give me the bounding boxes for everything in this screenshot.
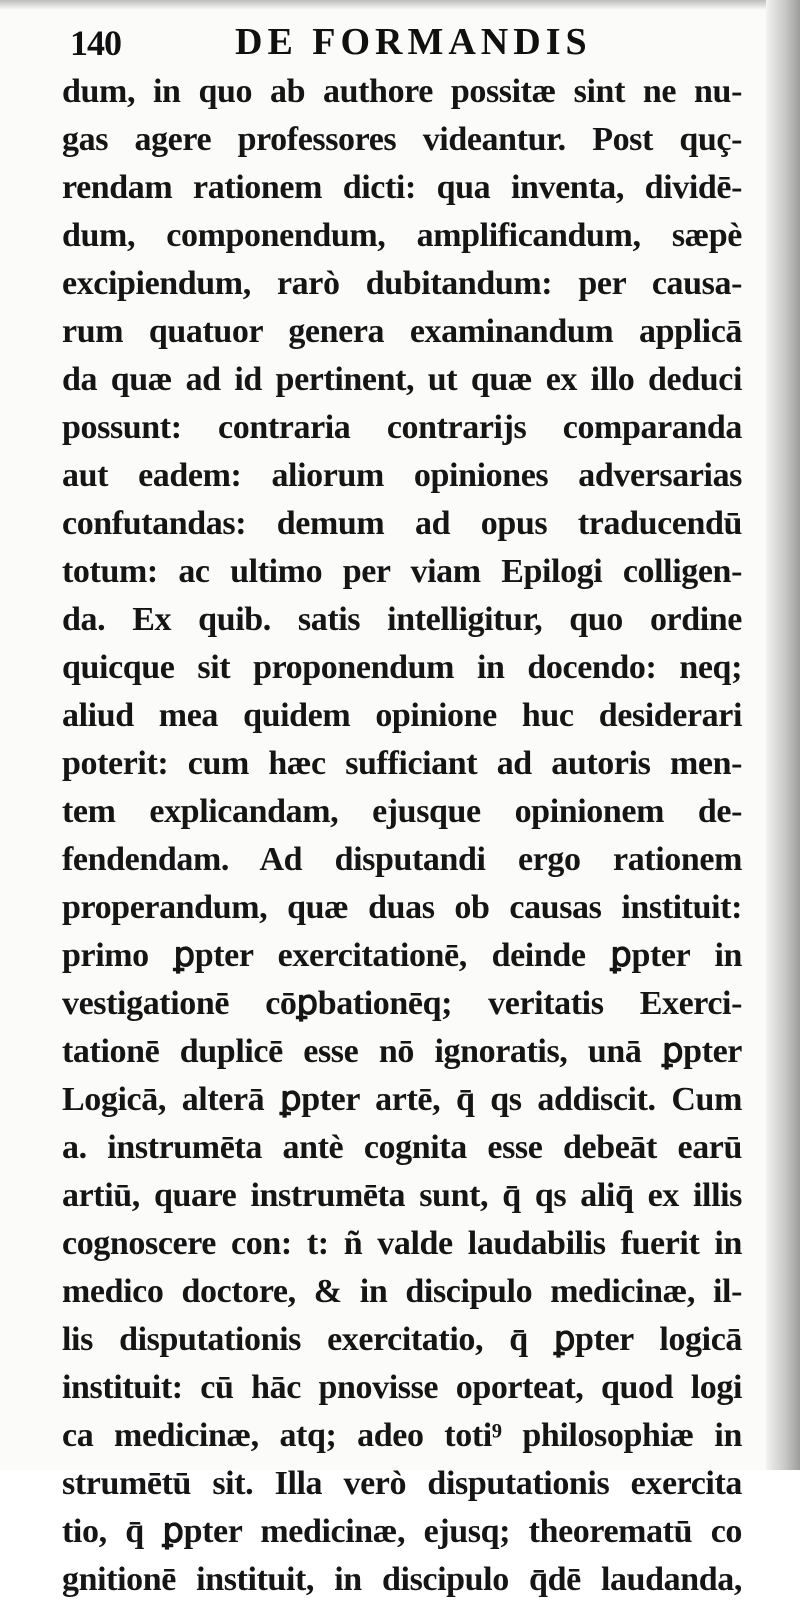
text-line: lis disputationis exercitatio, q̄ ꝑpter logicā bbox=[62, 1321, 742, 1358]
text-line: tationē duplicē esse nō ignoratis, unā ꝑpter bbox=[62, 1033, 742, 1070]
text-line: instituit: cū hāc pnovisse oporteat, quod logi bbox=[62, 1369, 742, 1406]
text-line: primo ꝑpter exercitationē, deinde ꝑpter in bbox=[62, 937, 742, 974]
page-header bbox=[70, 18, 690, 63]
text-line: properandum, quæ duas ob causas instituit: bbox=[62, 889, 742, 926]
text-line: Logicā, alterā ꝑpter artē, q̄ qs addiscit. Cum bbox=[62, 1081, 742, 1118]
text-line: gnitionē instituit, in discipulo q̄dē laudanda, bbox=[62, 1561, 742, 1598]
text-line: dum, componendum, amplificandum, sæpè bbox=[62, 217, 742, 254]
text-line: poterit: cum hæc sufficiant ad autoris men- bbox=[62, 745, 742, 782]
text-line: artiū, quare instrumēta sunt, q̄ qs aliq̄ ex illis bbox=[62, 1177, 742, 1214]
text-line: da. Ex quib. satis intelligitur, quo ordine bbox=[62, 601, 742, 638]
text-line: da quæ ad id pertinent, ut quæ ex illo deduci bbox=[62, 361, 742, 398]
page-number: 140 bbox=[70, 23, 121, 63]
text-line: totum: ac ultimo per viam Epilogi colligen- bbox=[62, 553, 742, 590]
text-line: excipiendum, rarò dubitandum: per causa- bbox=[62, 265, 742, 302]
text-line: aliud mea quidem opinione huc desiderari bbox=[62, 697, 742, 734]
page-gutter-shadow bbox=[766, 0, 800, 1470]
text-line: a. instrumēta antè cognita esse debeāt earū bbox=[62, 1129, 742, 1166]
text-line: vestigationē cōꝑbationēq; veritatis Exerci- bbox=[62, 985, 742, 1022]
text-line: rendam rationem dicti: qua inventa, dividē- bbox=[62, 169, 742, 206]
text-line: ca medicinæ, atq; adeo toti⁹ philosophiæ in bbox=[62, 1417, 742, 1454]
text-line: dum, in quo ab authore possitæ sint ne nu- bbox=[62, 73, 742, 110]
text-line: tem explicandam, ejusque opinionem de- bbox=[62, 793, 742, 830]
text-line: confutandas: demum ad opus traducendū bbox=[62, 505, 742, 542]
text-line: cognoscere con: t: ñ valde laudabilis fuerit in bbox=[62, 1225, 742, 1262]
body-text bbox=[62, 68, 742, 1604]
text-line: fendendam. Ad disputandi ergo rationem bbox=[62, 841, 742, 878]
text-line: rum quatuor genera examinandum applicā bbox=[62, 313, 742, 350]
text-line: tio, q̄ ꝑpter medicinæ, ejusq; theorematū co bbox=[62, 1513, 742, 1550]
text-line: gas agere professores videantur. Post quç- bbox=[62, 121, 742, 158]
text-line: quicque sit proponendum in docendo: neq; bbox=[62, 649, 742, 686]
text-line: medico doctore, & in discipulo medicinæ, il- bbox=[62, 1273, 742, 1310]
text-line: possunt: contraria contrarijs comparanda bbox=[62, 409, 742, 446]
text-line: strumētū sit. Illa verò disputationis exercita bbox=[62, 1465, 742, 1502]
text-line: aut eadem: aliorum opiniones adversarias bbox=[62, 457, 742, 494]
page-top-edge bbox=[0, 0, 800, 10]
running-head: DE FORMANDIS bbox=[235, 21, 592, 63]
